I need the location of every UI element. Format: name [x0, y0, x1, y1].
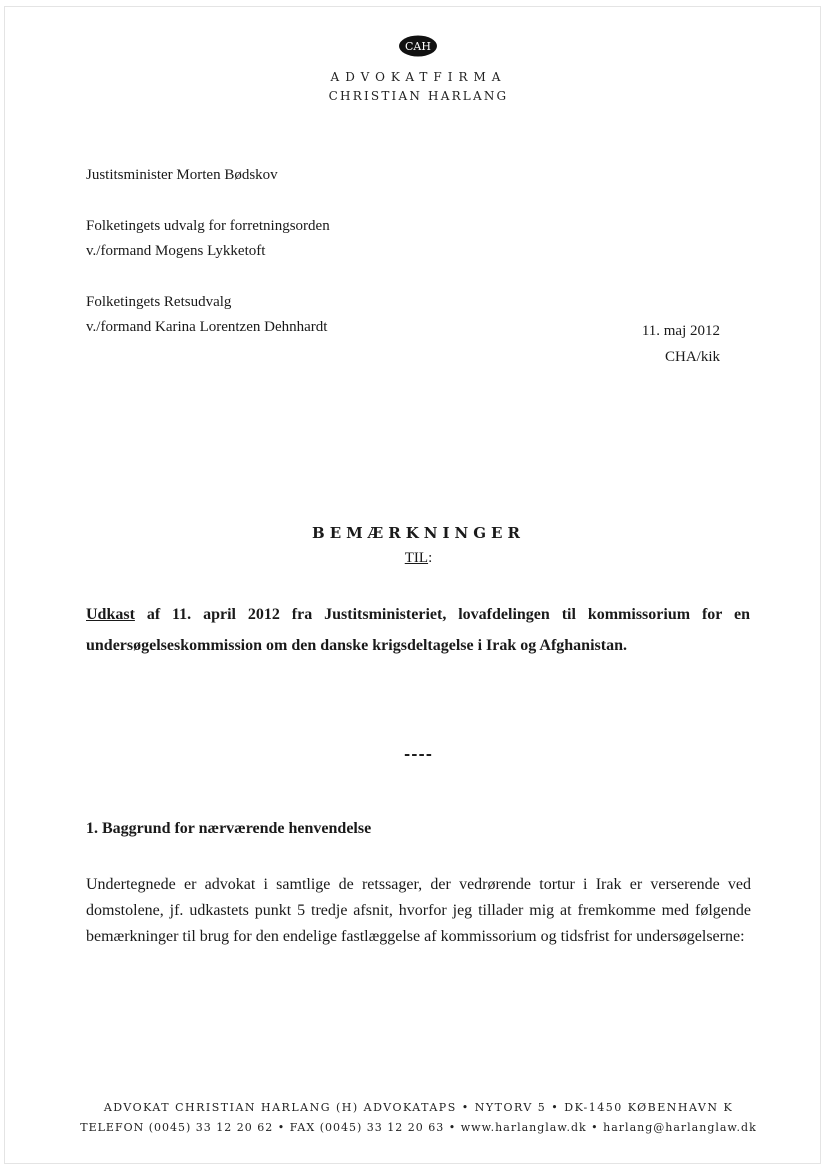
recipient-block-2 — [86, 214, 330, 264]
recipient-line: Folketingets Retsudvalg — [86, 294, 232, 310]
recipient-block-3 — [86, 290, 327, 340]
recipient-line: Justitsminister Morten Bødskov — [86, 167, 278, 183]
section-1-title: 1. Baggrund for nærværende henvendelse — [86, 820, 372, 837]
til-colon: : — [428, 550, 433, 566]
footer-contact: TELEFON (0045) 33 12 20 62 • FAX (0045) 33 12 20 63 • www.harlanglaw.dk • harlang@harlanglaw.dk — [80, 1121, 757, 1134]
logo-text: CAH — [405, 40, 431, 53]
recipient-block-1 — [86, 163, 278, 188]
section-1-body: Undertegnede er advokat i samtlige de retssager, der vedrørende tortur i Irak er verserende ved domstolene, jf. udkastets punkt 5 tredje afsnit, hvorfor jeg tillader mig at fremkomme med følgende bemærkninger til brug for den endelige fastlæggelse af kommissorium og tidsfrist for undersøgelserne: — [86, 876, 751, 945]
subject-rest: af 11. april 2012 fra Justitsministeriet, lovafdelingen til kommissorium for en undersøgelseskommission om den danske krigsdeltagelse i Irak og Afghanistan. — [86, 606, 750, 654]
section-divider: ---- — [404, 745, 433, 763]
date-block — [642, 318, 720, 370]
subject-udkast: Udkast — [86, 606, 135, 623]
recipient-line: v./formand Mogens Lykketoft — [86, 243, 266, 259]
recipient-line: v./formand Karina Lorentzen Dehnhardt — [86, 319, 328, 335]
recipient-line: Folketingets udvalg for forretningsorden — [86, 218, 330, 234]
document-heading: BEMÆRKNINGER — [312, 524, 525, 542]
letter-reference: CHA/kik — [664, 349, 720, 365]
firm-logo — [398, 35, 438, 57]
firm-name-line2: CHRISTIAN HARLANG — [328, 89, 509, 103]
subject-paragraph — [86, 599, 750, 661]
til-word: TIL — [404, 550, 429, 566]
firm-name-line1: ADVOKATFIRMA — [330, 70, 507, 84]
footer-address: ADVOKAT CHRISTIAN HARLANG (H) ADVOKATAPS • NYTORV 5 • DK-1450 KØBENHAVN K — [103, 1101, 734, 1114]
letter-date: 11. maj 2012 — [641, 323, 720, 339]
heading-til — [0, 550, 827, 567]
